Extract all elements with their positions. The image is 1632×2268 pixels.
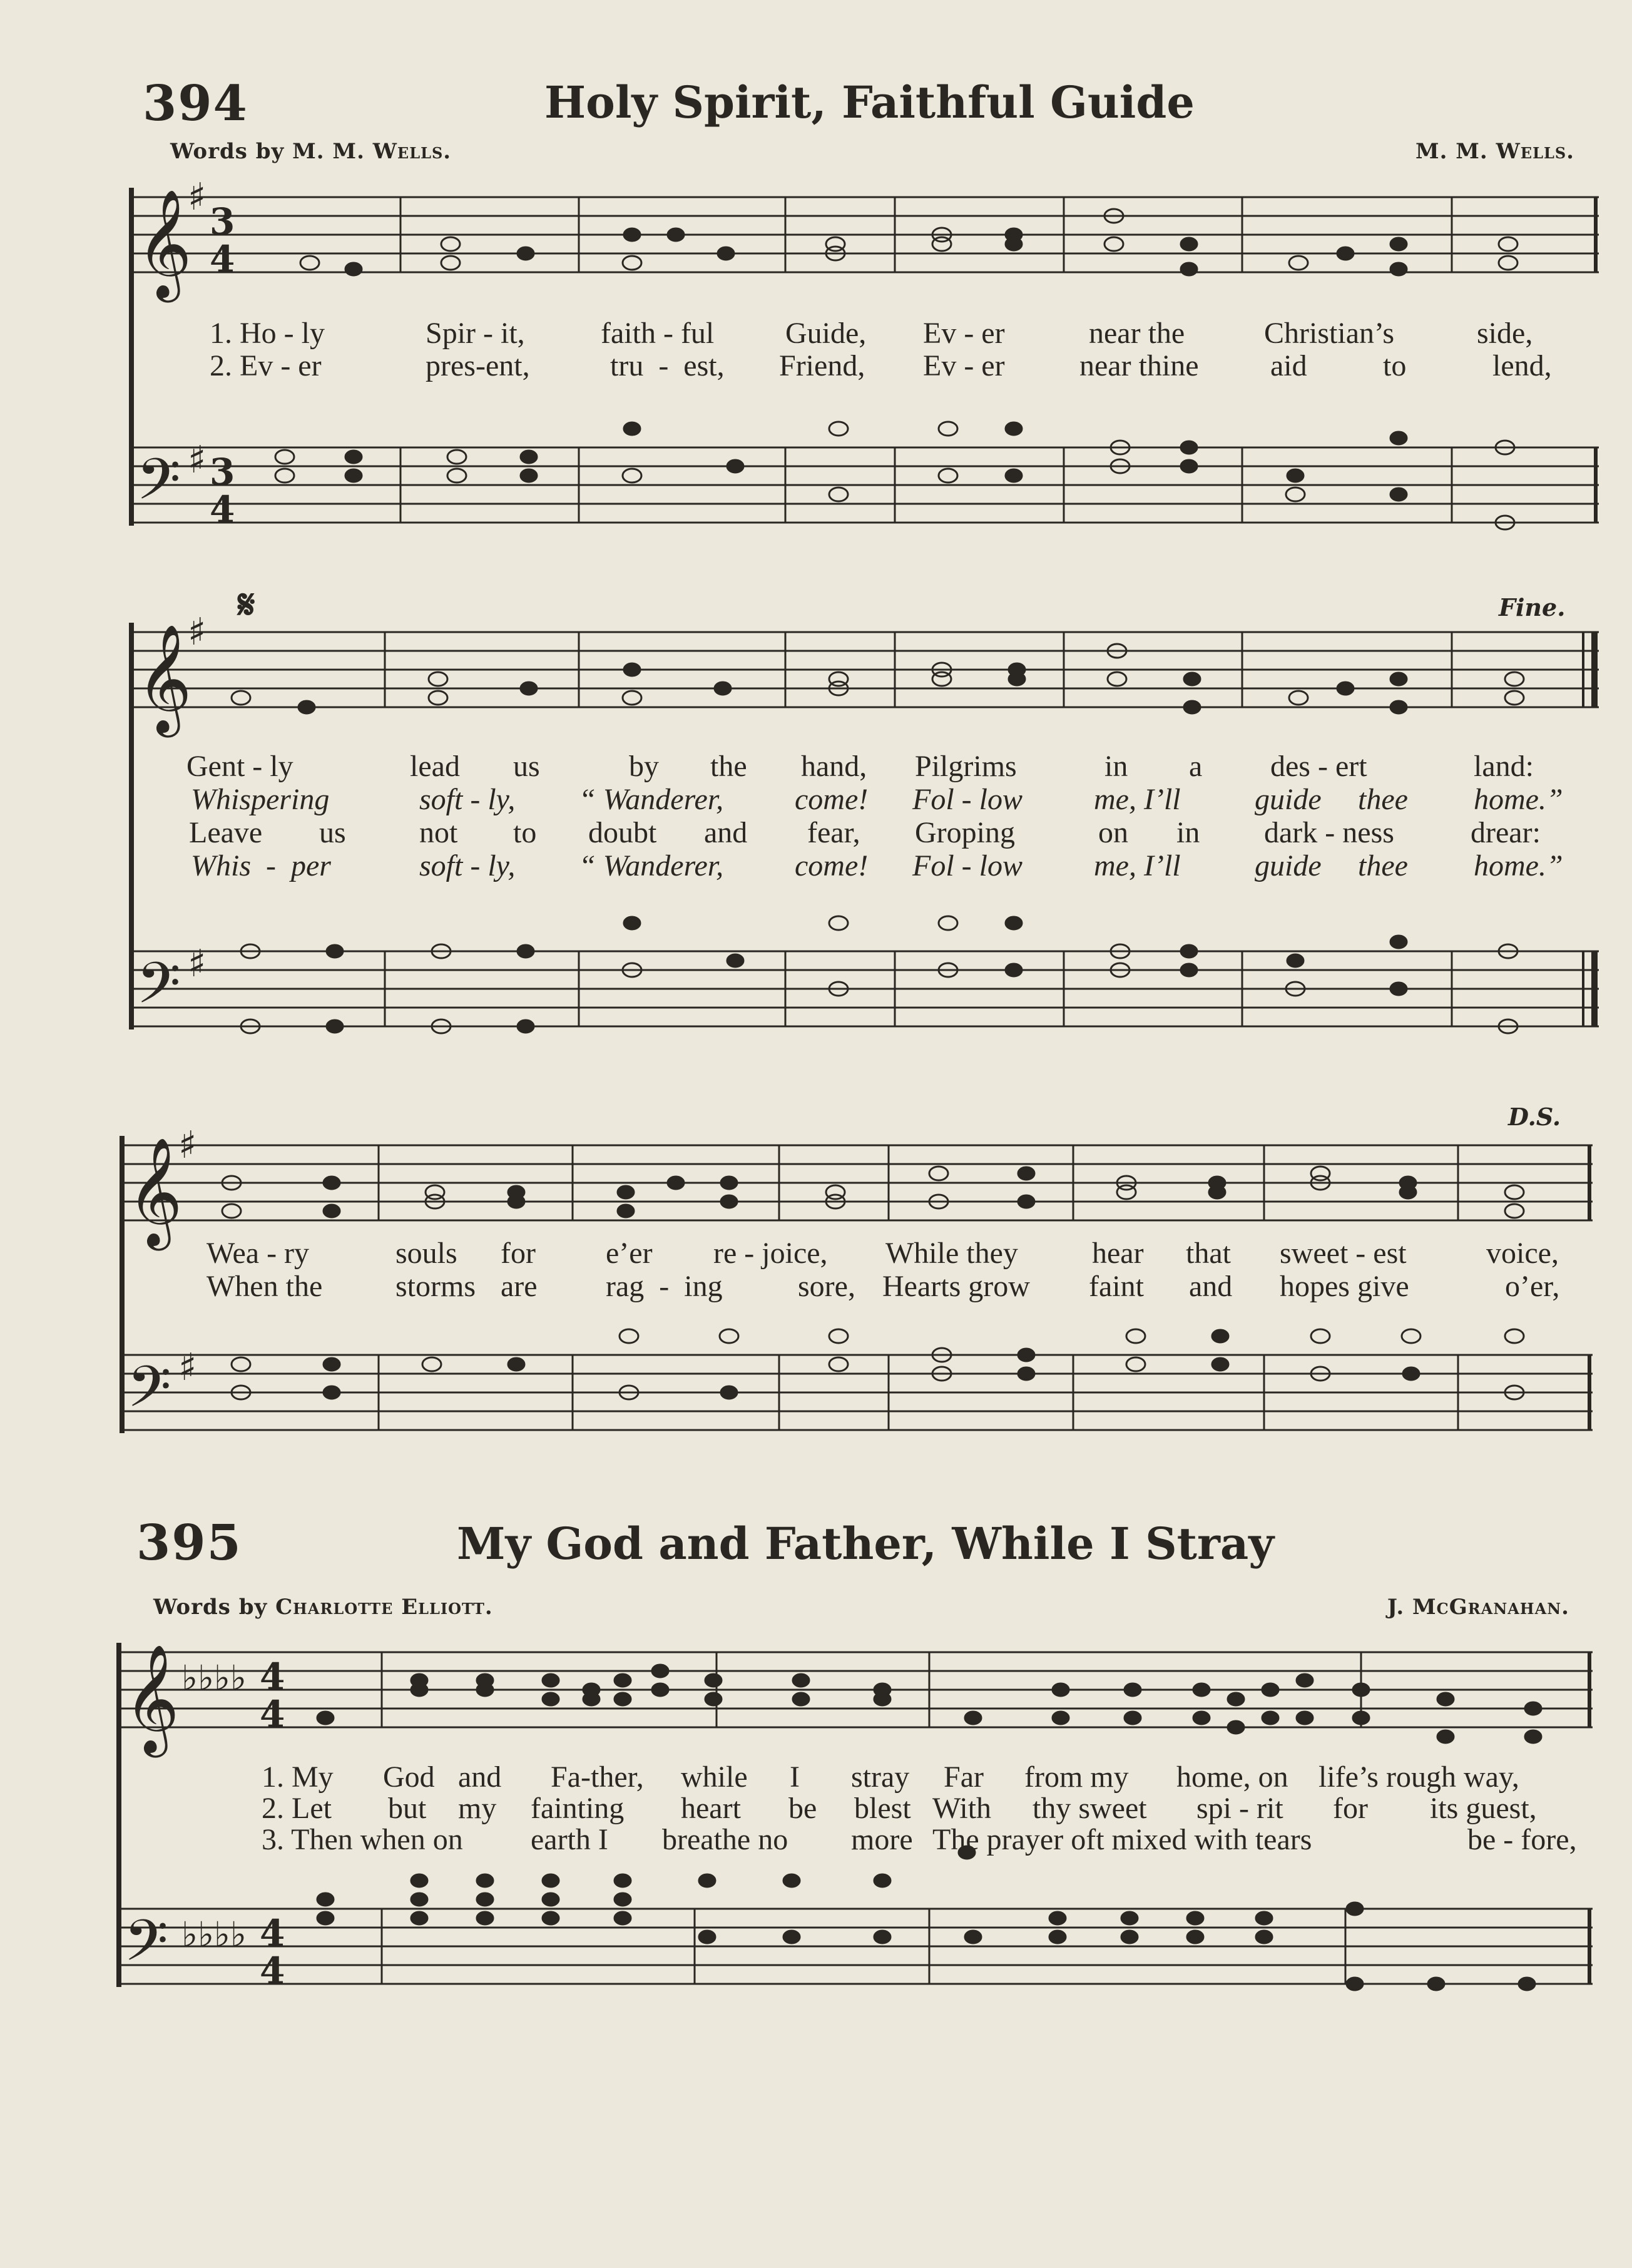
lyric-394-3-l2-1: storms xyxy=(395,1270,476,1303)
bass-clef-icon: 𝄢 xyxy=(136,446,181,526)
staff-394-1-treble xyxy=(131,197,1599,272)
lyric-394-1-v2-5: near thine xyxy=(1079,349,1199,382)
words-author: Charlotte Elliott. xyxy=(275,1595,493,1620)
lyric-395-v3-0: 3. Then when on xyxy=(262,1823,463,1856)
lyric-394-2-l1-3: by xyxy=(629,750,659,783)
staff-394-2-bass xyxy=(131,951,1599,1026)
lyric-395-v2-7: With xyxy=(932,1792,992,1825)
lyric-394-2-l1-7: in xyxy=(1104,750,1128,783)
lyric-395-v2-10: for xyxy=(1333,1792,1368,1825)
lyric-394-2-l2-6: guide xyxy=(1255,783,1322,816)
lyric-394-2-l2-7: thee xyxy=(1358,783,1408,816)
lyric-395-v3-3: more xyxy=(851,1823,913,1856)
lyric-394-2-l4-5: me, I’ll xyxy=(1094,849,1181,882)
lyric-394-1-v2-1: pres-ent, xyxy=(426,349,530,382)
words-author: M. M. Wells. xyxy=(292,139,452,164)
lyric-394-2-l3-11: drear: xyxy=(1471,816,1541,849)
svg-text:3: 3 xyxy=(210,200,235,243)
lyric-394-3-l1-5: While they xyxy=(885,1237,1018,1270)
lyric-394-2-l2-5: me, I’ll xyxy=(1094,783,1181,816)
words-credit-395 xyxy=(153,1595,493,1620)
svg-text:4: 4 xyxy=(260,1693,285,1735)
lyric-394-1-v1-6: Christian’s xyxy=(1264,317,1395,350)
lyric-395-v3-5: be - fore, xyxy=(1467,1823,1577,1856)
lyric-394-2-l1-0: Gent - ly xyxy=(186,750,293,783)
bass-clef-icon: 𝄢 xyxy=(127,1354,171,1434)
staff-395-bass xyxy=(119,1909,1593,1984)
lyric-395-v2-8: thy sweet xyxy=(1033,1792,1147,1825)
bass-clef-icon: 𝄢 xyxy=(124,1908,168,1988)
lyric-395-v2-0: 2. Let xyxy=(262,1792,332,1825)
segno-icon: 𝄋 xyxy=(238,582,255,628)
lyric-394-1-v1-7: side, xyxy=(1477,317,1533,350)
lyric-395-v1-4: while xyxy=(681,1760,748,1794)
lyric-395-v2-9: spi - rit xyxy=(1196,1792,1283,1825)
sharp-icon: ♯ xyxy=(178,1123,197,1167)
svg-text:4: 4 xyxy=(210,238,235,280)
lyric-394-3-l1-3: e’er xyxy=(606,1237,653,1270)
hymn-number-394: 394 xyxy=(143,75,248,132)
lyric-394-2-l4-8: home.” xyxy=(1474,849,1563,882)
hymn-title-394: Holy Spirit, Faithful Guide xyxy=(544,76,1195,128)
ds-mark: D.S. xyxy=(1508,1103,1561,1131)
lyric-395-v3-1: earth I xyxy=(531,1823,608,1856)
lyric-394-2-l2-1: soft - ly, xyxy=(419,783,516,816)
hymn-title-395: My God and Father, While I Stray xyxy=(457,1518,1274,1570)
lyric-394-3-l1-0: Wea - ry xyxy=(207,1237,310,1270)
lyric-394-3-l1-8: sweet - est xyxy=(1280,1237,1407,1270)
fine-mark: Fine. xyxy=(1499,593,1566,621)
lyric-394-3-l1-1: souls xyxy=(395,1237,457,1270)
lyric-394-2-l2-0: Whispering xyxy=(191,783,330,816)
music-credit-395: J. McGranahan. xyxy=(1387,1595,1569,1620)
lyric-394-2-l3-6: fear, xyxy=(807,816,860,849)
lyric-394-1-v2-3: Friend, xyxy=(779,349,865,382)
words-credit-prefix: Words by xyxy=(170,139,293,164)
lyric-394-3-l1-4: re - joice, xyxy=(713,1237,828,1270)
lyric-394-1-v1-4: Ev - er xyxy=(923,317,1005,350)
lyric-395-v1-1: God xyxy=(383,1760,435,1794)
lyric-394-3-l2-5: Hearts grow xyxy=(882,1270,1030,1303)
lyric-394-1-v2-4: Ev - er xyxy=(923,349,1005,382)
lyric-394-2-l3-5: and xyxy=(704,816,748,849)
lyric-394-1-v2-0: 2. Ev - er xyxy=(210,349,322,382)
svg-text:4: 4 xyxy=(260,1949,285,1992)
lyric-395-v1-9: home, on xyxy=(1176,1760,1288,1794)
lyric-395-v2-6: blest xyxy=(854,1792,911,1825)
lyric-394-3-l2-4: sore, xyxy=(798,1270,855,1303)
lyric-394-2-l4-3: come! xyxy=(795,849,869,882)
lyric-394-2-l1-2: us xyxy=(513,750,540,783)
lyric-395-v2-4: heart xyxy=(681,1792,741,1825)
lyric-394-3-l2-6: faint xyxy=(1089,1270,1144,1303)
lyric-395-v2-3: fainting xyxy=(531,1792,625,1825)
flat-icon: ♭♭♭♭ xyxy=(181,1914,247,1954)
lyric-395-v3-2: breathe no xyxy=(662,1823,788,1856)
lyric-394-2-l3-1: us xyxy=(319,816,346,849)
lyric-394-1-v1-0: 1. Ho - ly xyxy=(210,317,325,350)
treble-clef-icon: 𝄞 xyxy=(136,189,192,298)
treble-clef-icon: 𝄞 xyxy=(127,1137,183,1246)
lyric-394-2-l3-4: doubt xyxy=(588,816,657,849)
lyric-394-1-v2-6: aid xyxy=(1270,349,1307,382)
svg-text:4: 4 xyxy=(210,488,235,531)
lyric-395-v1-10: life’s rough way, xyxy=(1318,1760,1519,1794)
lyric-395-v2-2: my xyxy=(458,1792,497,1825)
lyric-394-3-l2-7: and xyxy=(1189,1270,1233,1303)
lyric-394-1-v2-2: tru - est, xyxy=(610,349,725,382)
lyric-394-2-l3-7: Groping xyxy=(915,816,1015,849)
words-credit-prefix: Words by xyxy=(153,1595,276,1620)
lyric-394-3-l1-9: voice, xyxy=(1486,1237,1559,1270)
lyric-394-2-l4-4: Fol - low xyxy=(912,849,1023,882)
lyric-395-v1-2: and xyxy=(458,1760,502,1794)
lyric-395-v2-5: be xyxy=(788,1792,817,1825)
lyric-394-2-l2-4: Fol - low xyxy=(912,783,1023,816)
lyric-394-2-l4-7: thee xyxy=(1358,849,1408,882)
sharp-icon: ♯ xyxy=(188,438,207,482)
lyric-395-v3-4: The prayer oft mixed with tears xyxy=(932,1823,1312,1856)
lyric-394-3-l2-2: are xyxy=(501,1270,538,1303)
staff-394-3-bass xyxy=(122,1355,1593,1430)
sharp-icon: ♯ xyxy=(188,942,207,986)
lyric-394-3-l2-0: When the xyxy=(207,1270,323,1303)
flat-icon: ♭♭♭♭ xyxy=(181,1658,247,1698)
svg-text:4: 4 xyxy=(260,1655,285,1698)
lyric-394-2-l4-0: Whis - per xyxy=(191,849,331,882)
treble-clef-icon: 𝄞 xyxy=(136,624,192,733)
lyric-395-v1-7: Far xyxy=(944,1760,984,1794)
lyric-394-3-l2-3: rag - ing xyxy=(606,1270,723,1303)
lyric-394-2-l1-4: the xyxy=(710,750,747,783)
sharp-icon: ♯ xyxy=(178,1346,197,1389)
lyric-395-v2-1: but xyxy=(388,1792,427,1825)
staff-394-3-treble xyxy=(122,1145,1593,1220)
lyric-395-v1-6: stray xyxy=(851,1760,910,1794)
lyric-394-2-l3-2: not xyxy=(419,816,458,849)
lyric-394-1-v2-7: to xyxy=(1383,349,1407,382)
lyric-394-3-l2-9: o’er, xyxy=(1505,1270,1560,1303)
lyric-394-2-l1-9: des - ert xyxy=(1270,750,1367,783)
lyric-395-v1-5: I xyxy=(790,1760,800,1794)
lyric-394-2-l3-8: on xyxy=(1098,816,1128,849)
lyric-394-3-l1-6: hear xyxy=(1092,1237,1144,1270)
lyric-394-2-l3-0: Leave xyxy=(189,816,263,849)
lyric-394-3-l1-7: that xyxy=(1186,1237,1231,1270)
lyric-394-2-l1-10: land: xyxy=(1474,750,1534,783)
music-credit-394: M. M. Wells. xyxy=(1415,139,1574,164)
sharp-icon: ♯ xyxy=(188,610,207,654)
lyric-394-2-l4-1: soft - ly, xyxy=(419,849,516,882)
lyric-394-3-l1-2: for xyxy=(501,1237,536,1270)
lyric-394-1-v2-8: lend, xyxy=(1492,349,1552,382)
lyric-394-2-l4-2: “ Wanderer, xyxy=(579,849,724,882)
lyric-394-1-v1-5: near the xyxy=(1089,317,1185,350)
bass-clef-icon: 𝄢 xyxy=(136,950,181,1030)
lyric-394-3-l2-8: hopes give xyxy=(1280,1270,1409,1303)
staff-395-treble xyxy=(119,1652,1593,1727)
hymn-number-395: 395 xyxy=(136,1515,242,1571)
lyric-394-2-l2-8: home.” xyxy=(1474,783,1563,816)
lyric-394-1-v1-1: Spir - it, xyxy=(426,317,525,350)
lyric-394-2-l1-5: hand, xyxy=(801,750,867,783)
lyric-394-2-l4-6: guide xyxy=(1255,849,1322,882)
lyric-394-2-l2-3: come! xyxy=(795,783,869,816)
lyric-395-v1-0: 1. My xyxy=(262,1760,334,1794)
treble-clef-icon: 𝄞 xyxy=(124,1644,180,1753)
svg-text:4: 4 xyxy=(260,1912,285,1954)
lyric-395-v2-11: its guest, xyxy=(1430,1792,1537,1825)
lyric-394-2-l3-3: to xyxy=(513,816,537,849)
lyric-394-2-l3-9: in xyxy=(1176,816,1200,849)
sharp-icon: ♯ xyxy=(188,175,207,219)
lyric-394-1-v1-2: faith - ful xyxy=(601,317,715,350)
lyric-395-v1-3: Fa-ther, xyxy=(551,1760,644,1794)
lyric-394-2-l1-1: lead xyxy=(410,750,460,783)
lyric-394-2-l1-6: Pilgrims xyxy=(915,750,1017,783)
lyric-394-2-l1-8: a xyxy=(1189,750,1203,783)
svg-text:3: 3 xyxy=(210,451,235,493)
lyric-394-2-l2-2: “ Wanderer, xyxy=(579,783,724,816)
lyric-394-1-v1-3: Guide, xyxy=(785,317,867,350)
lyric-394-2-l3-10: dark - ness xyxy=(1264,816,1394,849)
staff-394-2-treble xyxy=(131,632,1599,707)
lyric-395-v1-8: from my xyxy=(1024,1760,1129,1794)
